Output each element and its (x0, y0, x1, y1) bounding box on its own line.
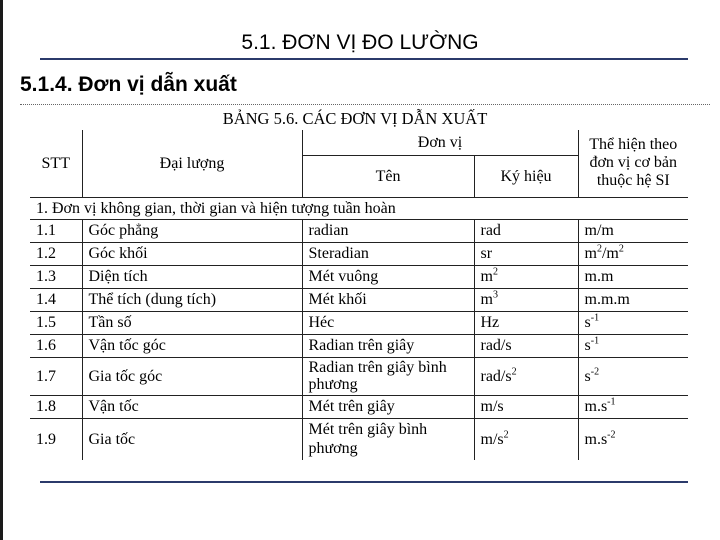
row-unit-symbol (474, 288, 578, 311)
row-quantity: Thể tích (dung tích) (82, 288, 302, 311)
header-unit-name: Tên (302, 155, 474, 197)
row-si-expression: $s^{-1}$ (578, 334, 688, 357)
symbol-base: Hz (480, 314, 500, 331)
row-stt: 1.6 (30, 334, 82, 357)
row-stt: 1.2 (30, 242, 82, 265)
symbol-exponent: 2 (503, 429, 509, 441)
row-unit-symbol (474, 219, 578, 242)
slide-left-border (0, 0, 3, 540)
header-unit-symbol: Ký hiệu (474, 155, 578, 197)
row-unit-symbol (474, 311, 578, 334)
header-si-expression: Thể hiện theo đơn vị cơ bản thuộc hệ SI (578, 130, 688, 197)
table-row (30, 311, 688, 334)
row-stt: 1.9 (36, 430, 56, 448)
title-underline (40, 58, 688, 60)
slide-subtitle: 5.1.4. Đơn vị dẫn xuất (20, 73, 237, 96)
table-caption: BẢNG 5.6. CÁC ĐƠN VỊ DẪN XUẤT (222, 109, 488, 128)
section-row (30, 197, 688, 219)
row-unit-symbol (474, 265, 578, 288)
row-unit-symbol (474, 334, 578, 357)
subtitle-dotted-divider (20, 104, 710, 105)
symbol-base: rad (480, 222, 501, 239)
row-si-expression: m/m (578, 219, 688, 242)
row-unit-symbol (474, 418, 578, 460)
header-unit-group: Đơn vị (302, 130, 578, 155)
section-title: 1. Đơn vị không gian, thời gian và hiện tượng tuần hoàn (30, 197, 688, 219)
row-unit-name: Steradian (302, 242, 474, 265)
row-unit-symbol (474, 395, 578, 418)
row-stt: 1.5 (30, 311, 82, 334)
row-si-expression: $m^2/m^2$ (578, 242, 688, 265)
symbol-base: rad/s (480, 367, 512, 385)
row-stt: 1.8 (30, 395, 82, 418)
header-row-top (30, 130, 688, 155)
row-si-expression: $m.s^{-1}$ (578, 395, 688, 418)
symbol-base: m/s (480, 398, 504, 415)
symbol-exponent: 2 (511, 366, 517, 378)
symbol-base: sr (480, 245, 493, 262)
row-si-expression: $s^{-1}$ (578, 311, 688, 334)
table-row (30, 288, 688, 311)
symbol-base: rad/s (480, 337, 512, 354)
row-unit-name: Mét khối (302, 288, 474, 311)
row-stt: 1.4 (30, 288, 82, 311)
row-unit-name: Mét trên giây bình phương (302, 418, 474, 460)
slide-title: 5.1. ĐƠN VỊ ĐO LƯỜNG (241, 31, 479, 54)
symbol-base: m (480, 268, 493, 285)
row-si-expression: $s^{-2}$ (578, 357, 688, 395)
row-unit-name: Radian trên giây bình phương (302, 357, 474, 395)
row-quantity: Vận tốc góc (82, 334, 302, 357)
table-row (30, 219, 688, 242)
bottom-rule (40, 481, 688, 483)
symbol-exponent: 2 (492, 266, 498, 278)
header-quantity: Đại lượng (82, 130, 302, 197)
row-quantity: Vận tốc (82, 395, 302, 418)
row-unit-name: Héc (302, 311, 474, 334)
table-row (30, 242, 688, 265)
header-stt: STT (30, 130, 82, 197)
row-unit-name: Mét trên giây (302, 395, 474, 418)
table-row (30, 418, 688, 460)
row-unit-name: Radian trên giây (302, 334, 474, 357)
table-row (30, 265, 688, 288)
row-unit-name: radian (302, 219, 474, 242)
row-quantity: Góc phẳng (82, 219, 302, 242)
row-stt: 1.7 (30, 357, 82, 395)
row-quantity: Gia tốc góc (82, 357, 302, 395)
symbol-base: m/s (480, 430, 504, 448)
row-unit-symbol (474, 242, 578, 265)
row-stt: 1.1 (30, 219, 82, 242)
table-row (30, 395, 688, 418)
row-quantity: Gia tốc (82, 418, 302, 460)
derived-units-table (30, 130, 688, 460)
row-quantity: Góc khối (82, 242, 302, 265)
row-si-expression: m.m.m (578, 288, 688, 311)
row-quantity: Tần số (82, 311, 302, 334)
symbol-exponent: 3 (492, 289, 498, 301)
row-si-expression: $m.s^{-2}$ (578, 418, 688, 460)
row-si-expression: m.m (578, 265, 688, 288)
row-unit-symbol (474, 357, 578, 395)
symbol-base: m (480, 291, 493, 308)
table-row (30, 357, 688, 395)
row-quantity: Diện tích (82, 265, 302, 288)
row-unit-name: Mét vuông (302, 265, 474, 288)
table-row (30, 334, 688, 357)
row-stt: 1.3 (30, 265, 82, 288)
